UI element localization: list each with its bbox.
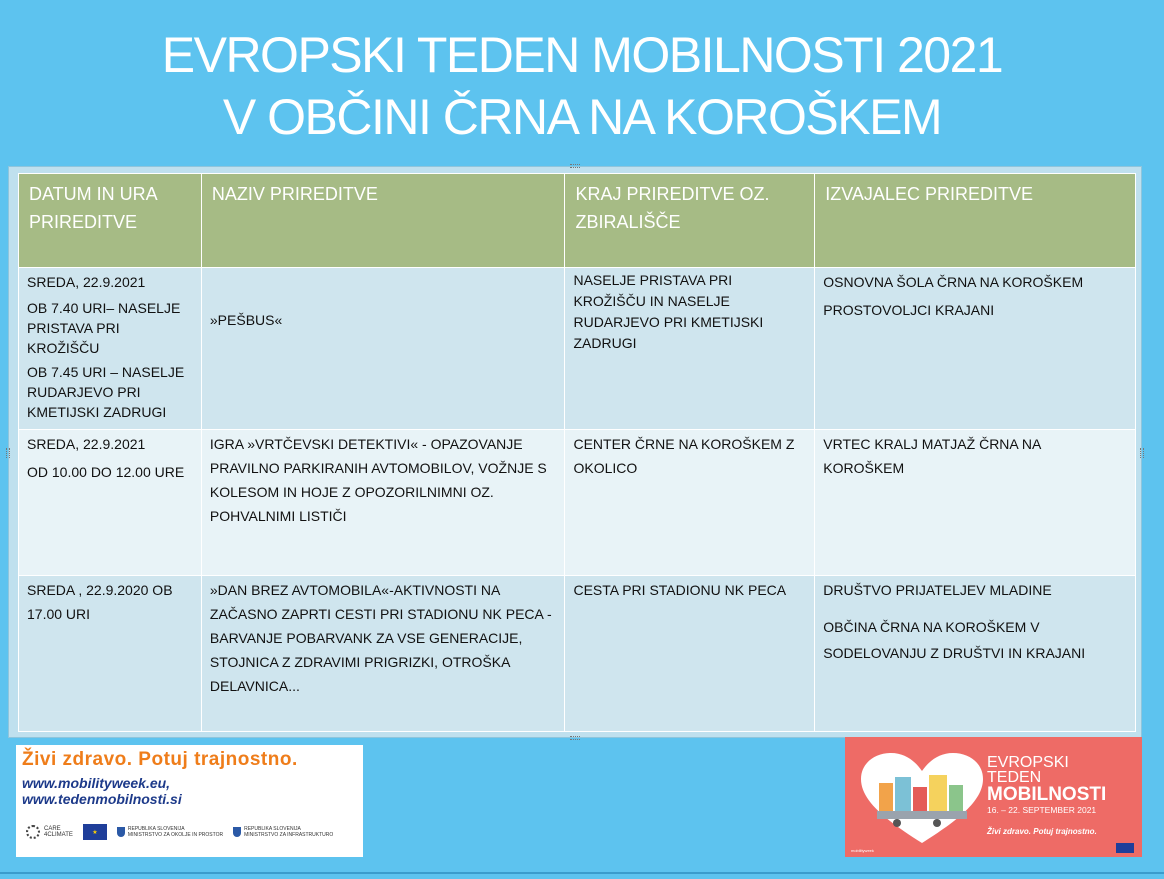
header-name: NAZIV PRIREDITVE: [201, 174, 565, 268]
event-name: »DAN BREZ AVTOMOBILA«-AKTIVNOSTI NA ZAČASNO ZAPRTI CESTI PRI STADIONU NK PECA - BARVANJE POBARVANK ZA VSE GENERACIJE, STOJNICA Z ZDRAVIMI PRIGRIZKI, OTROŠKA DELAVNICA...: [209, 582, 552, 694]
title-line-2: V OBČINI ČRNA NA KOROŠKEM: [222, 89, 942, 145]
organizer-text: OSNOVNA ŠOLA ČRNA NA KOROŠKEM: [823, 274, 1084, 290]
url-tedenmobilnosti[interactable]: www.tedenmobilnosti.si: [22, 791, 182, 807]
title-line-1: EVROPSKI TEDEN MOBILNOSTI 2021: [161, 27, 1003, 83]
url-mobilityweek[interactable]: www.mobilityweek.eu,: [22, 775, 171, 791]
page-title: [0, 24, 1164, 148]
cell-place[interactable]: [565, 576, 815, 732]
table-row: [19, 576, 1136, 732]
cell-name[interactable]: [201, 576, 565, 732]
eu-flag-icon: ★: [83, 824, 107, 840]
cell-place[interactable]: [565, 268, 815, 430]
eu-flag-icon: [1116, 843, 1134, 853]
date-text: SREDA, 22.9.2021: [27, 274, 146, 290]
care4climate-icon: [26, 825, 40, 839]
cell-name[interactable]: [201, 268, 565, 430]
emw-line1: EVROPSKI: [987, 754, 1069, 771]
mobility-week-banner-right: [845, 737, 1142, 857]
organizer-text: VRTEC KRALJ MATJAŽ ČRNA NA KOROŠKEM: [823, 436, 1041, 476]
slovenia-crest-icon: [233, 827, 241, 837]
ministry1-line1: REPUBLIKA SLOVENIJA: [127, 826, 185, 832]
care-line2: 4CLIMATE: [44, 832, 73, 838]
table-row: [19, 268, 1136, 430]
resize-handle-bottom[interactable]: [570, 736, 580, 740]
care4climate-logo: [26, 825, 73, 839]
ministry-infrastructure-logo: [233, 826, 333, 838]
partner-logos: [26, 821, 356, 843]
time-text: OB 7.45 URI – NASELJE RUDARJEVO PRI KMETIJSKI ZADRUGI: [27, 364, 185, 420]
emw-line3: MOBILNOSTI: [987, 784, 1107, 805]
date-text: SREDA , 22.9.2020 OB 17.00 URI: [27, 582, 173, 622]
emw-slogan: Živi zdravo. Potuj trajnostno.: [987, 827, 1097, 836]
cell-organizer[interactable]: [815, 268, 1136, 430]
cell-date[interactable]: [19, 430, 202, 576]
date-text: SREDA, 22.9.2021: [27, 436, 146, 452]
organizer-text: DRUŠTVO PRIJATELJEV MLADINE: [823, 582, 1052, 598]
resize-handle-right[interactable]: [1140, 448, 1144, 458]
emw-title: [987, 755, 1106, 815]
slovenia-crest-icon: [117, 827, 125, 837]
time-text: OB 7.40 URI– NASELJE PRISTAVA PRI KROŽIŠČU: [27, 300, 181, 356]
heart-town-icon: [857, 751, 987, 847]
event-name: IGRA »VRTČEVSKI DETEKTIVI« - OPAZOVANJE PRAVILNO PARKIRANIH AVTOMOBILOV, VOŽNJE S KOLESOM IN HOJE Z OPOZORILNIMNI OZ. POHVALNIMI LISTIČI: [209, 436, 547, 524]
emw-dates: 16. – 22. SEPTEMBER 2021: [987, 805, 1097, 815]
table-header-row: [19, 174, 1136, 268]
organizer-text: OBČINA ČRNA NA KOROŠKEM V SODELOVANJU Z DRUŠTVI IN KRAJANI: [823, 619, 1086, 661]
emw-line2: TEDEN: [987, 769, 1042, 786]
cell-date[interactable]: [19, 576, 202, 732]
cell-name[interactable]: [201, 430, 565, 576]
care-line1: CARE: [44, 826, 61, 832]
table-row: [19, 430, 1136, 576]
cell-place[interactable]: [565, 430, 815, 576]
place-text: NASELJE PRISTAVA PRI KROŽIŠČU IN NASELJE RUDARJEVO PRI KMETIJSKI ZADRUGI: [573, 272, 764, 351]
cell-date[interactable]: [19, 268, 202, 430]
header-date: DATUM IN URA PRIREDITVE: [19, 174, 202, 268]
events-table: [18, 173, 1136, 732]
ministry2-line2: MINISTRSTVO ZA INFRASTRUKTURO: [244, 832, 334, 838]
place-text: CESTA PRI STADIONU NK PECA: [573, 582, 787, 598]
header-place: KRAJ PRIREDITVE OZ. ZBIRALIŠČE: [565, 174, 815, 268]
place-text: CENTER ČRNE NA KOROŠKEM Z OKOLICO: [573, 436, 795, 476]
slogan-text: Živi zdravo. Potuj trajnostno.: [22, 749, 298, 770]
cell-organizer[interactable]: [815, 576, 1136, 732]
event-name: »PEŠBUS«: [209, 312, 283, 328]
organizer-text: PROSTOVOLJCI KRAJANI: [823, 302, 995, 318]
mobility-week-banner-left: [16, 745, 363, 857]
resize-handle-top[interactable]: [570, 164, 580, 168]
ministry-environment-logo: [117, 826, 223, 838]
bottom-divider: [0, 872, 1164, 874]
ministry1-line2: MINISTRSTVO ZA OKOLJE IN PROSTOR: [127, 832, 224, 838]
resize-handle-left[interactable]: [6, 448, 10, 458]
ministry2-line1: REPUBLIKA SLOVENIJA: [244, 826, 301, 832]
time-text: OD 10.00 DO 12.00 URE: [27, 464, 185, 480]
emw-footer: mobilityweek: [851, 848, 874, 853]
header-organizer: IZVAJALEC PRIREDITVE: [815, 174, 1136, 268]
cell-organizer[interactable]: [815, 430, 1136, 576]
